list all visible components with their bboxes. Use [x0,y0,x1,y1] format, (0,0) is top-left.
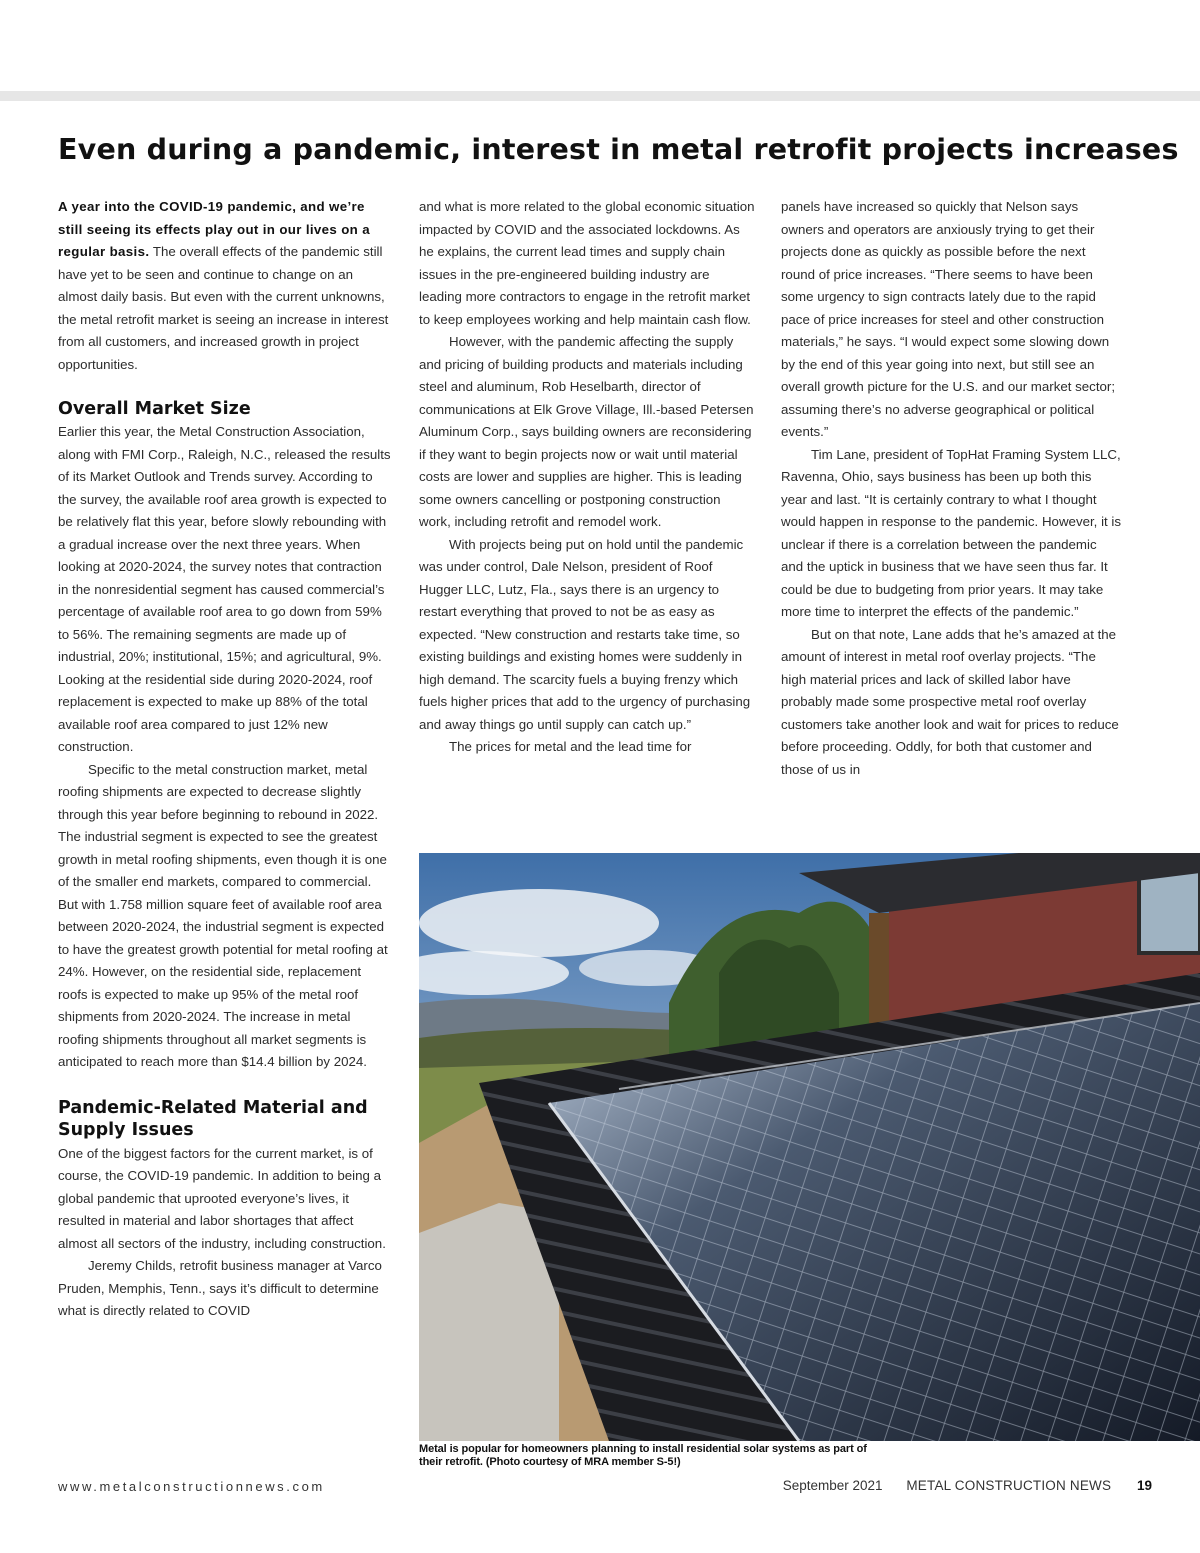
page-number: 19 [1136,1478,1152,1493]
paragraph: and what is more related to the global economic situation impacted by COVID and the associated lockdowns. As he explains, the current lead times and supply chain issues in the pre-engineered building industry are leading more contractors to engage in the retrofit market to keep employees working and help maintain cash flow. [419,199,755,327]
paragraph: Jeremy Childs, retrofit business manager at Varco Pruden, Memphis, Tenn., says it’s difficult to determine what is directly related to COVID [58,1258,382,1318]
subhead-pandemic-supply: Pandemic-Related Material and Supply Issues [58,1097,368,1140]
paragraph: panels have increased so quickly that Nelson says owners and operators are anxiously trying to get their projects done as quickly as possible before the next round of price increases. “There seems to have been some urgency to sign contracts lately due to the rapid pace of price increases for steel and other construction materials,” he says. “I would expect some slowing down by the end of this year going into next, but still see an overall growth picture for the U.S. and our market sector; assuming there’s no adverse geographical or political events.” [781,199,1116,439]
paragraph: With projects being put on hold until the pandemic was under control, Dale Nelson, president of Roof Hugger LLC, Lutz, Fla., says there is an urgency to restart everything that proved to not be as easy as expected. “New construction and restarts take time, so existing buildings and existing homes were suddenly in high demand. The scarcity fuels a buying frenzy which fuels higher prices that add to the urgency of purchasing and away things go until supply can catch up.” [419,536,751,732]
lead-text: The overall effects of the pandemic still have yet to be seen and continue to change on an almost daily basis. But even with the current unknowns, the metal retrofit market is seeing an increase in interest from all customers, and increased growth in project opportunities. [58,244,389,372]
subhead-overall-market-size: Overall Market Size [58,399,251,419]
paragraph: But on that note, Lane adds that he’s amazed at the amount of interest in metal roof overlay projects. “The high material prices and lack of skilled labor have probably made some prospective metal roof overlay customers take another look and wait for prices to reduce before proceeding. Oddly, for both that customer and those of us in [781,626,1119,777]
column-3 [781,196,1121,781]
photo-caption: Metal is popular for homeowners planning to install residential solar systems as part of their retrofit. (Photo courtesy of MRA member S-5!) [419,1443,867,1468]
lead-paragraph [58,196,392,376]
top-rule [0,91,1200,101]
lead-bold-text: A year into the COVID-19 pandemic, and we’re still seeing its effects play out in our lives on a regular basis. [58,199,370,259]
column-2 [419,196,755,759]
footer-folio [783,1478,1152,1493]
column-1 [58,196,392,1323]
footer-website: www.metalconstructionnews.com [58,1479,325,1494]
paragraph: Earlier this year, the Metal Construction Association, along with FMI Corp., Raleigh, N.C., released the results of its Market Outlook and Trends survey. According to the survey, the available roof area growth is expected to be relatively flat this year, before slowly rebounding with a gradual increase over the next three years. When looking at 2020-2024, the survey notes that contraction in the nonresidential segment has caused commercial’s percentage of available roof area to go down from 59% to 56%. The remaining segments are made up of industrial, 20%; institutional, 15%; and agricultural, 9%. Looking at the residential side during 2020-2024, roof replacement is expected to make up 88% of the total available roof area compared to just 12% new construction. [58,424,391,754]
paragraph: However, with the pandemic affecting the supply and pricing of building products and materials including steel and aluminum, Rob Heselbarth, director of communications at Elk Grove Village, Ill.-based Petersen Aluminum Corp., says building owners are reconsidering if they want to begin projects now or wait until material costs are lower and supplies are higher. This is leading some owners cancelling or postponing construction work, including retrofit and remodel work. [419,334,754,529]
paragraph: One of the biggest factors for the current market, is of course, the COVID-19 pandemic. In addition to being a global pandemic that uprooted everyone’s lives, it resulted in material and labor shortages that affect almost all sectors of the industry, including construction. [58,1145,386,1251]
article-headline: Even during a pandemic, interest in metal retrofit projects increases [58,133,1179,166]
paragraph: Specific to the metal construction market, metal roofing shipments are expected to decrease slightly through this year before beginning to rebound in 2022. The industrial segment is expected to see the greatest growth in metal roofing shipments, even though it is one of the smaller end markets, compared to commercial. But with 1.758 million square feet of available roof area between 2020-2024, the industrial segment is expected to have the greatest growth potential for metal roofing at 24%. However, on the residential side, replacement roofs is expected to make up 95% of the metal roof shipments from 2020-2024. The increase in metal roofing shipments throughout all market segments is anticipated to reach more than $14.4 billion by 2024. [58,761,388,1069]
solar-roof-photo [419,853,1200,1441]
paragraph: The prices for metal and the lead time for [449,739,692,754]
footer-date: September 2021 [782,1478,883,1493]
paragraph: Tim Lane, president of TopHat Framing System LLC, Ravenna, Ohio, says business has been up both this year and last. “It is certainly contrary to what I thought would happen in response to the pandemic. However, it is unclear if there is a correlation between the pandemic and the uptick in business that we have seen thus far. It could be due to budgeting from prior years. It may take more time to interpret the effects of the pandemic.” [781,446,1122,619]
footer-publication: METAL CONSTRUCTION NEWS [906,1478,1112,1493]
